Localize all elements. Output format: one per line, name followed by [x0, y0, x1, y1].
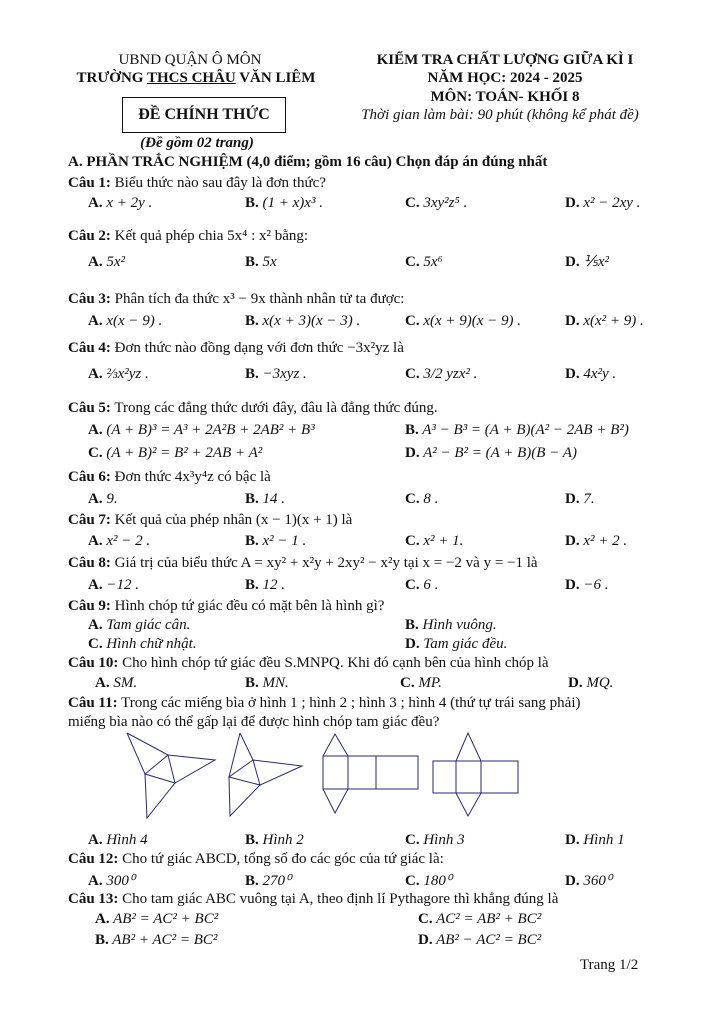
- option-text: x(x + 9)(x − 9) .: [419, 313, 522, 329]
- exam-title: KIỂM TRA CHẤT LƯỢNG GIỮA KÌ I: [376, 52, 634, 68]
- question-label: Câu 12:: [68, 851, 119, 867]
- option-key: A.: [88, 873, 103, 889]
- option-key: B.: [95, 932, 109, 948]
- option-key: D.: [405, 445, 420, 461]
- option-key: D.: [565, 254, 580, 270]
- option-text: Hình vuông.: [418, 617, 497, 633]
- question-text: Biểu thức nào sau đây là đơn thức?: [110, 175, 326, 191]
- option-text: 300⁰: [102, 873, 135, 889]
- option-text: 4x²y .: [579, 366, 617, 382]
- option-key: A.: [95, 911, 110, 927]
- section-a-heading: A. PHẦN TRẮC NGHIỆM (4,0 điểm; gồm 16 câu) Chọn đáp án đúng nhất: [68, 154, 548, 170]
- question-label: Câu 2:: [68, 228, 111, 244]
- option-key: C.: [88, 445, 103, 461]
- option-key: C.: [405, 254, 420, 270]
- option-key: C.: [88, 636, 103, 652]
- question-label: Câu 9:: [68, 598, 111, 614]
- question-label: Câu 4:: [68, 340, 111, 356]
- option-text: MQ.: [582, 675, 614, 691]
- option-text: MN.: [258, 675, 289, 691]
- option-key: D.: [565, 832, 580, 848]
- option-key: A.: [88, 533, 103, 549]
- option-key: D.: [418, 932, 433, 948]
- question-label: Câu 5:: [68, 400, 111, 416]
- question-text: Kết quả của phép nhân (x − 1)(x + 1) là: [110, 512, 353, 528]
- question-text: Cho tam giác ABC vuông tại A, theo định lí Pythagore thì khẳng đúng là: [118, 891, 559, 907]
- option-text: 5x²: [102, 254, 125, 270]
- school-prefix: TRƯỜNG: [76, 70, 147, 86]
- question-label: Câu 1:: [68, 175, 111, 191]
- option-key: C.: [405, 313, 420, 329]
- option-key: C.: [405, 873, 420, 889]
- school-underlined: THCS CHÂU: [146, 70, 236, 86]
- option-text: Hình 2: [258, 832, 304, 848]
- question-label: Câu 3:: [68, 291, 111, 307]
- option-text: x² − 2xy .: [579, 195, 641, 211]
- question-text: Phân tích đa thức x³ − 9x thành nhân tử ta được:: [110, 291, 405, 307]
- option-text: x² + 2 .: [579, 533, 628, 549]
- question-label: Câu 7:: [68, 512, 111, 528]
- option-text: 180⁰: [419, 873, 452, 889]
- option-text: −6 .: [579, 577, 609, 593]
- option-key: B.: [405, 422, 419, 438]
- option-key: C.: [405, 491, 420, 507]
- option-key: A.: [95, 675, 110, 691]
- option-key: A.: [88, 422, 103, 438]
- option-text: (A + B)³ = A³ + 2A²B + 2AB² + B³: [102, 422, 315, 438]
- option-text: x(x − 9) .: [102, 313, 163, 329]
- net-figure-4: [433, 733, 518, 816]
- option-text: A² − B² = (A + B)(B − A): [419, 445, 577, 461]
- option-text: 7.: [579, 491, 595, 507]
- option-text: SM.: [109, 675, 138, 691]
- question-11-line-2: miếng bìa nào có thể gấp lại để được hình chóp tam giác đều?: [68, 714, 440, 730]
- option-text: Hình 3: [419, 832, 465, 848]
- option-text: 3/2 yzx² .: [419, 366, 478, 382]
- option-text: x² − 1 .: [258, 533, 307, 549]
- net-figure-1: [127, 733, 215, 818]
- question-label: Câu 11:: [68, 695, 118, 711]
- option-text: A³ − B³ = (A + B)(A² − 2AB + B²): [418, 422, 629, 438]
- option-text: AB² − AC² = BC²: [432, 932, 542, 948]
- option-key: B.: [245, 313, 259, 329]
- question-text: Hình chóp tứ giác đều có mặt bên là hình gì?: [110, 598, 385, 614]
- option-text: x² − 2 .: [102, 533, 151, 549]
- question-text: Trong các đẳng thức dưới đây, đâu là đẳng thức đúng.: [110, 400, 438, 416]
- option-key: D.: [565, 313, 580, 329]
- option-key: B.: [245, 533, 259, 549]
- option-key: A.: [88, 254, 103, 270]
- question-label: Câu 8:: [68, 555, 111, 571]
- option-text: Hình 4: [102, 832, 148, 848]
- option-text: AB² = AC² + BC²: [109, 911, 219, 927]
- option-text: Hình chữ nhật.: [102, 636, 197, 652]
- option-key: D.: [565, 366, 580, 382]
- option-text: 5x⁶: [419, 254, 443, 270]
- option-key: B.: [245, 491, 259, 507]
- option-text: Tam giác cân.: [102, 617, 191, 633]
- option-text: Hình 1: [579, 832, 625, 848]
- option-key: A.: [88, 617, 103, 633]
- option-key: C.: [405, 577, 420, 593]
- option-key: C.: [405, 195, 420, 211]
- question-text: Đơn thức 4x³y⁴z có bậc là: [110, 469, 271, 485]
- question-text: Trong các miếng bìa ở hình 1 ; hình 2 ; hình 3 ; hình 4 (thứ tự trái sang phải): [117, 695, 581, 711]
- official-label: ĐỀ CHÍNH THỨC: [138, 106, 270, 123]
- option-text: MP.: [414, 675, 442, 691]
- question-text: Đơn thức nào đồng dạng với đơn thức −3x²yz là: [110, 340, 404, 356]
- school-year: NĂM HỌC: 2024 - 2025: [427, 70, 583, 86]
- option-key: B.: [245, 675, 259, 691]
- question-label: Câu 10:: [68, 655, 119, 671]
- option-text: 8 .: [419, 491, 439, 507]
- question-text: Giá trị của biểu thức A = xy² + x²y + 2xy² − x²y tại x = −2 và y = −1 là: [110, 555, 538, 571]
- option-text: ⅔x²yz .: [102, 366, 149, 382]
- option-key: C.: [405, 366, 420, 382]
- option-key: C.: [405, 832, 420, 848]
- option-key: B.: [245, 577, 259, 593]
- option-key: B.: [245, 254, 259, 270]
- option-key: A.: [88, 577, 103, 593]
- option-key: A.: [88, 195, 103, 211]
- option-key: B.: [245, 873, 259, 889]
- option-key: D.: [565, 195, 580, 211]
- option-text: AC² = AB² + BC²: [432, 911, 542, 927]
- subject: MÔN: TOÁN- KHỐI 8: [430, 89, 580, 105]
- option-text: −3xyz .: [258, 366, 307, 382]
- question-label: Câu 13:: [68, 891, 119, 907]
- option-text: x + 2y .: [102, 195, 153, 211]
- option-text: AB² + AC² = BC²: [108, 932, 218, 948]
- option-key: B.: [405, 617, 419, 633]
- option-text: 9.: [102, 491, 118, 507]
- option-text: 12 .: [258, 577, 286, 593]
- option-text: x(x + 3)(x − 3) .: [258, 313, 361, 329]
- option-key: B.: [245, 366, 259, 382]
- question-text: Cho hình chóp tứ giác đều S.MNPQ. Khi đó cạnh bên của hình chóp là: [118, 655, 549, 671]
- option-key: D.: [565, 873, 580, 889]
- option-key: C.: [405, 533, 420, 549]
- option-text: −12 .: [102, 577, 139, 593]
- option-key: D.: [405, 636, 420, 652]
- option-text: 3xy²z⁵ .: [419, 195, 468, 211]
- option-key: A.: [88, 832, 103, 848]
- option-key: D.: [565, 491, 580, 507]
- page-footer: Trang 1/2: [580, 957, 639, 973]
- option-text: (1 + x)x³ .: [258, 195, 323, 211]
- time-limit: Thời gian làm bài: 90 phút (không kể phát đề): [361, 107, 639, 123]
- header-left-1: UBND QUẬN Ô MÔN: [118, 52, 262, 68]
- option-text: ⅕x²: [579, 254, 610, 270]
- net-figure-3: [323, 734, 418, 813]
- option-key: B.: [245, 195, 259, 211]
- option-key: B.: [245, 832, 259, 848]
- school-suffix: VĂN LIÊM: [235, 70, 316, 86]
- option-key: A.: [88, 313, 103, 329]
- net-figure-2: [229, 733, 302, 816]
- option-key: D.: [565, 577, 580, 593]
- question-text: Kết quả phép chia 5x⁴ : x² bằng:: [110, 228, 309, 244]
- option-key: D.: [568, 675, 583, 691]
- option-text: 5x: [258, 254, 277, 270]
- question-text: Cho tứ giác ABCD, tổng số đo các góc của tứ giác là:: [118, 851, 444, 867]
- option-text: 6 .: [419, 577, 439, 593]
- option-text: x(x² + 9) .: [579, 313, 644, 329]
- option-text: 360⁰: [579, 873, 612, 889]
- option-text: 14 .: [258, 491, 286, 507]
- option-text: x² + 1.: [419, 533, 464, 549]
- page-count-note: (Đề gồm 02 trang): [140, 135, 254, 151]
- option-text: Tam giác đều.: [419, 636, 508, 652]
- option-key: A.: [88, 491, 103, 507]
- option-key: A.: [88, 366, 103, 382]
- option-key: C.: [418, 911, 433, 927]
- option-text: 270⁰: [258, 873, 292, 889]
- option-key: C.: [400, 675, 415, 691]
- option-key: D.: [565, 533, 580, 549]
- option-text: (A + B)² = B² + 2AB + A²: [102, 445, 263, 461]
- question-label: Câu 6:: [68, 469, 111, 485]
